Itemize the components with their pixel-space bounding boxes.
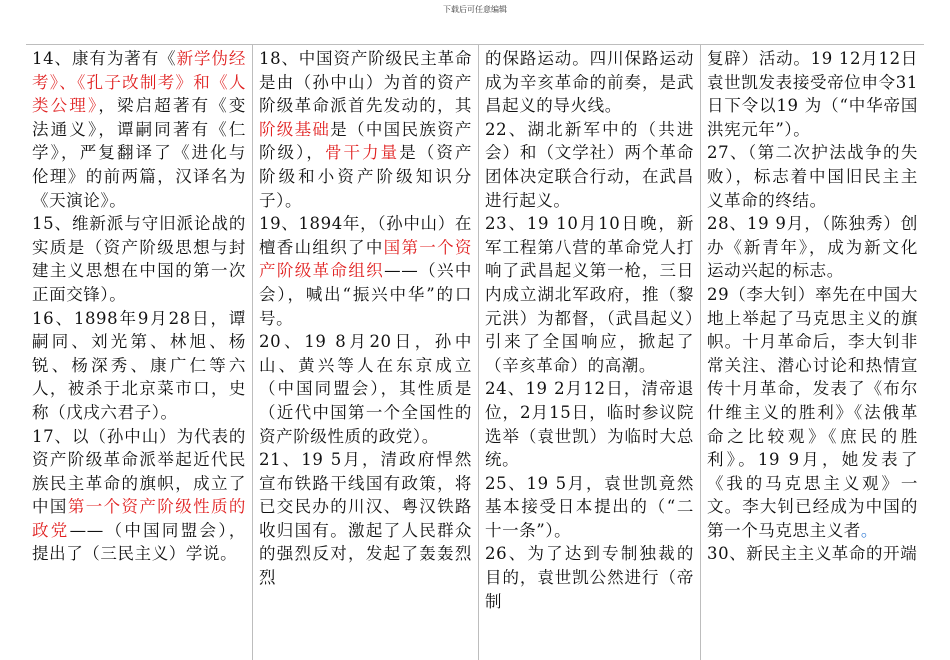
text-run: 23、19 10月10日晚，新军工程第八营的革命党人打响了武昌起义第一枪，三日内成立湖北军政府，推（黎元洪）为都督，（武昌起义）引来了全国响应，掀起了（辛亥革命）的高潮。 xyxy=(485,214,694,375)
note-item xyxy=(32,212,246,306)
note-item xyxy=(32,47,246,212)
text-run: 16、1898年9月28日，谭嗣同、刘光第、林旭、杨锐、杨深秀、康广仁等六人，被杀于北京菜市口，史称（戊戌六君子）。 xyxy=(32,308,246,422)
text-run: 25、19 5月，袁世凯竟然基本接受日本提出的（“二十一条”）。 xyxy=(485,473,694,540)
note-item xyxy=(259,47,472,212)
text-run: 17、以（孙中山）为代表的资产阶级革命派举起近代民族民主革命的旗帜，成立了中国 xyxy=(32,426,246,517)
note-item xyxy=(707,283,918,543)
text-run: 22、湖北新军中的（共进会）和（文学社）两个革命团体决定联合行动，在武昌进行起义。 xyxy=(485,119,694,210)
note-item xyxy=(485,118,694,212)
highlight-text: 第一个资产阶级性质的政党 xyxy=(32,497,247,540)
highlight-text: 》和《 xyxy=(175,72,229,92)
note-item xyxy=(32,425,246,567)
note-item xyxy=(485,542,694,613)
note-item xyxy=(707,47,918,141)
text-run: 27、（第二次护法战争的失败），标志着中国旧民主主义革命的终结。 xyxy=(707,143,918,210)
text-run: 的保路运动。四川保路运动成为辛亥革命的前奏，是武昌起义的导火线。 xyxy=(485,49,694,116)
note-item xyxy=(485,47,694,118)
column-4 xyxy=(700,45,924,660)
text-run: 14、康有为著有《 xyxy=(32,49,177,68)
text-run: 29（李大钊）率先在中国大地上举起了马克思主义的旗帜。十月革命后，李大钊非常关注、潜心讨论和热情宣传十月革命，发表了《布尔什维主义的胜利》《法俄革命之比较观》《庶民的胜利》。19 9月，她发表了《我的马克思主义观》一文。李大钊已经成为中国的第一个马克思主义者 xyxy=(707,284,918,540)
text-run: 20、19 8月20日，孙中山、黄兴等人在东京成立（中国同盟会），其性质是（近代中国第一个全国性的资产阶级性质的政党）。 xyxy=(259,332,472,446)
note-item xyxy=(32,307,246,425)
highlight-text: 国第一个资产阶级革命组织 xyxy=(259,237,473,281)
text-run: ——（兴中会），喊出“振兴中华”的口号。 xyxy=(259,261,473,328)
column-2 xyxy=(252,45,478,660)
note-item xyxy=(707,141,918,212)
note-item xyxy=(259,448,472,590)
note-item xyxy=(707,542,918,566)
highlight-text: 新学伪经考 xyxy=(32,49,246,92)
text-run: 21、19 5月，清政府悍然宣布铁路干线国有政策，将已交民办的川汉、粤汉铁路收归国有。激起了人民群众的强烈反对，发起了轰轰烈烈 xyxy=(259,450,472,588)
note-item xyxy=(485,212,694,377)
column-3 xyxy=(478,45,700,660)
text-run: ，梁启超著有《变法通义》，谭嗣同著有《仁学》，严复翻译了《进化与伦理》的前两篇，汉译名为《天演论》。 xyxy=(32,96,246,210)
text-run: 24、19 2月12日，清帝退位，2月15日，临时参议院选举（袁世凯）为临时大总统。 xyxy=(485,379,694,470)
text-run: 18、中国资产阶级民主革命是由（孙中山）为首的资产阶级革命派首先发动的，其 xyxy=(259,49,472,116)
note-item xyxy=(485,472,694,543)
note-item xyxy=(707,212,918,283)
text-run: 30、新民主主义革命的开端 xyxy=(707,544,918,564)
note-item xyxy=(485,377,694,471)
page-header: 下载后可任意编辑 xyxy=(443,5,507,14)
column-1 xyxy=(26,45,252,660)
note-item xyxy=(259,330,472,448)
text-run: 28、19 9月，（陈独秀）创办《新青年》，成为新文化运动兴起的标志。 xyxy=(707,214,918,281)
text-run: 。 xyxy=(860,520,879,540)
note-item xyxy=(259,212,472,330)
highlight-text: 人类公理 xyxy=(32,72,246,116)
text-run: 15、维新派与守旧派论战的实质是（资产阶级思想与封建主义思想在中国的第一次正面交锋）。 xyxy=(32,214,246,304)
text-run: 复辟）活动。19 12月12日袁世凯发表接受帝位申令31日下令以19 为（“中华帝国洪宪元年”）。 xyxy=(707,49,918,139)
notes-table xyxy=(26,44,924,660)
text-run: 19、1894年，（孙中山）在檀香山组织了中 xyxy=(259,214,472,257)
text-run: ——（中国同盟会），提出了（三民主义）学说。 xyxy=(32,520,246,564)
highlight-text: 》、《 xyxy=(49,72,87,92)
highlight-text: 》 xyxy=(87,96,99,116)
text-run: 是（资产阶级和小资产阶级知识分子）。 xyxy=(259,143,472,210)
text-run: 是（中国民族资产阶级）， xyxy=(259,119,472,163)
highlight-text: 骨干力量 xyxy=(324,143,400,163)
text-run: 26、为了达到专制独裁的目的，袁世凯公然进行（帝制 xyxy=(485,544,694,611)
highlight-text: 孔子改制考 xyxy=(86,72,176,92)
highlight-text: 阶级基础 xyxy=(259,119,331,139)
